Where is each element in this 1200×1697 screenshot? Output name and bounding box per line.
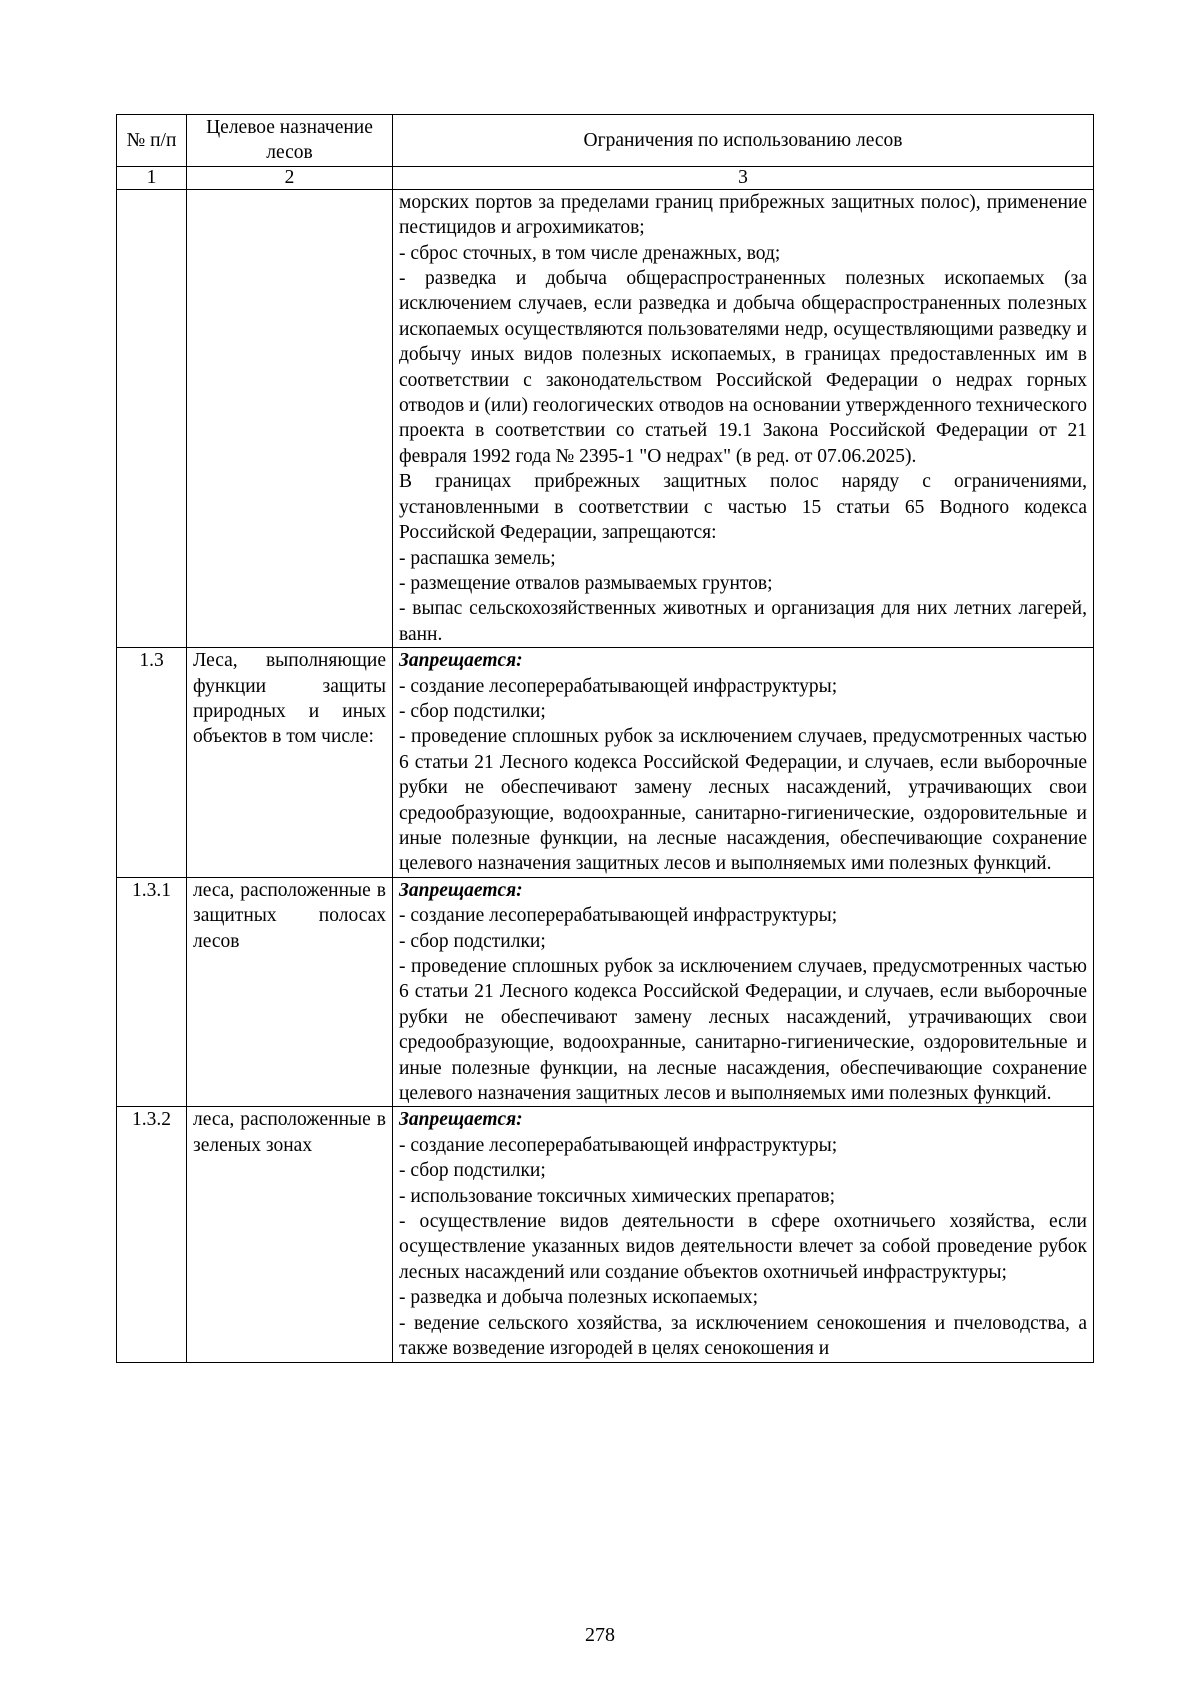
- header-purpose: Целевое назначение лесов: [187, 115, 393, 167]
- restriction-line: - сбор подстилки;: [399, 700, 546, 722]
- column-index-3: 3: [393, 166, 1094, 189]
- restriction-line: В границах прибрежных защитных полос наряду с ограничениями, установленными в соответствии с частью 15 статьи 65 Водного кодекса Российской Федерации, запрещаются:: [399, 471, 1087, 544]
- restriction-line: - разведка и добыча полезных ископаемых;: [399, 1287, 759, 1309]
- column-index-2: 2: [187, 166, 393, 189]
- restriction-line: - проведение сплошных рубок за исключением случаев, предусмотренных частью 6 статьи 21 Лесного кодекса Российской Федерации, и случаев, если выборочные рубки не обеспечивают замену лесных насаждений, утрачивающих свои средообразующие, водоохранные, санитарно-гигиенические, оздоровительные и иные полезные функции, на лесные насаждения, обеспечивающие сохранение целевого назначения защитных лесов и выполняемых ими полезных функций.: [399, 726, 1087, 875]
- page-number: 278: [585, 1624, 615, 1646]
- restriction-line: - проведение сплошных рубок за исключением случаев, предусмотренных частью 6 статьи 21 Лесного кодекса Российской Федерации, и случаев, если выборочные рубки не обеспечивают замену лесных насаждений, утрачивающих свои средообразующие, водоохранные, санитарно-гигиенические, оздоровительные и иные полезные функции, на лесные насаждения, обеспечивающие сохранение целевого назначения защитных лесов и выполняемых ими полезных функций.: [399, 956, 1087, 1105]
- restriction-line: - создание лесоперерабатывающей инфраструктуры;: [399, 675, 838, 697]
- row-number: 1.3.1: [117, 877, 187, 1107]
- restriction-line: - осуществление видов деятельности в сфере охотничьего хозяйства, если осуществление указанных видов деятельности влечет за собой проведение рубок лесных насаждений или создание объектов охотничьей инфраструктуры;: [399, 1211, 1087, 1283]
- restriction-line: - использование токсичных химических препаратов;: [399, 1185, 835, 1207]
- row-purpose: леса, расположенные в зеленых зонах: [187, 1107, 393, 1362]
- column-index-row: [117, 166, 1094, 189]
- restriction-line: - создание лесоперерабатывающей инфраструктуры;: [399, 905, 838, 927]
- restriction-line: - разведка и добыча общераспространенных полезных ископаемых (за исключением случаев, если разведка и добыча общераспространенных полезных ископаемых осуществляются пользователями недр, осуществляющими разведку и добычу иных видов полезных ископаемых, в границах предоставленных им в соответствии с законодательством Российской Федерации о недрах горных отводов и (или) геологических отводов на основании утвержденного технического проекта в соответствии со статьей 19.1 Закона Российской Федерации от 21 февраля 1992 года № 2395-1 "О недрах" (в ред. от 07.06.2025).: [399, 268, 1087, 467]
- restriction-line: - размещение отвалов размываемых грунтов;: [399, 572, 773, 594]
- restriction-line: - сброс сточных, в том числе дренажных, вод;: [399, 242, 781, 264]
- restriction-line: - ведение сельского хозяйства, за исключением сенокошения и пчеловодства, а также возведение изгородей в целях сенокошения и: [399, 1312, 1087, 1360]
- table-row: [117, 1107, 1094, 1362]
- row-number: [117, 189, 187, 647]
- restriction-line: - распашка земель;: [399, 547, 556, 569]
- header-restrictions: Ограничения по использованию лесов: [393, 115, 1094, 167]
- row-restrictions: [393, 1107, 1094, 1362]
- header-number: № п/п: [117, 115, 187, 167]
- row-purpose: Леса, выполняющие функции защиты природных и иных объектов в том числе:: [187, 648, 393, 878]
- restriction-heading: Запрещается:: [399, 879, 523, 901]
- restriction-line: - сбор подстилки;: [399, 1160, 546, 1182]
- table-row: [117, 877, 1094, 1107]
- row-purpose: леса, расположенные в защитных полосах лесов: [187, 877, 393, 1107]
- restriction-line: - создание лесоперерабатывающей инфраструктуры;: [399, 1134, 838, 1156]
- restriction-heading: Запрещается:: [399, 650, 523, 672]
- table-header-row: [117, 115, 1094, 167]
- restriction-line: морских портов за пределами границ прибрежных защитных полос), применение пестицидов и агрохимикатов;: [399, 191, 1087, 239]
- row-restrictions: [393, 648, 1094, 878]
- column-index-1: 1: [117, 166, 187, 189]
- restriction-heading: Запрещается:: [399, 1109, 523, 1131]
- restriction-line: - сбор подстилки;: [399, 930, 546, 952]
- row-number: 1.3: [117, 648, 187, 878]
- table-row: [117, 648, 1094, 878]
- restrictions-table: [116, 114, 1094, 1363]
- row-restrictions: [393, 877, 1094, 1107]
- table-row: [117, 189, 1094, 647]
- row-purpose: [187, 189, 393, 647]
- row-restrictions: [393, 189, 1094, 647]
- restriction-line: - выпас сельскохозяйственных животных и организация для них летних лагерей, ванн.: [399, 598, 1087, 645]
- row-number: 1.3.2: [117, 1107, 187, 1362]
